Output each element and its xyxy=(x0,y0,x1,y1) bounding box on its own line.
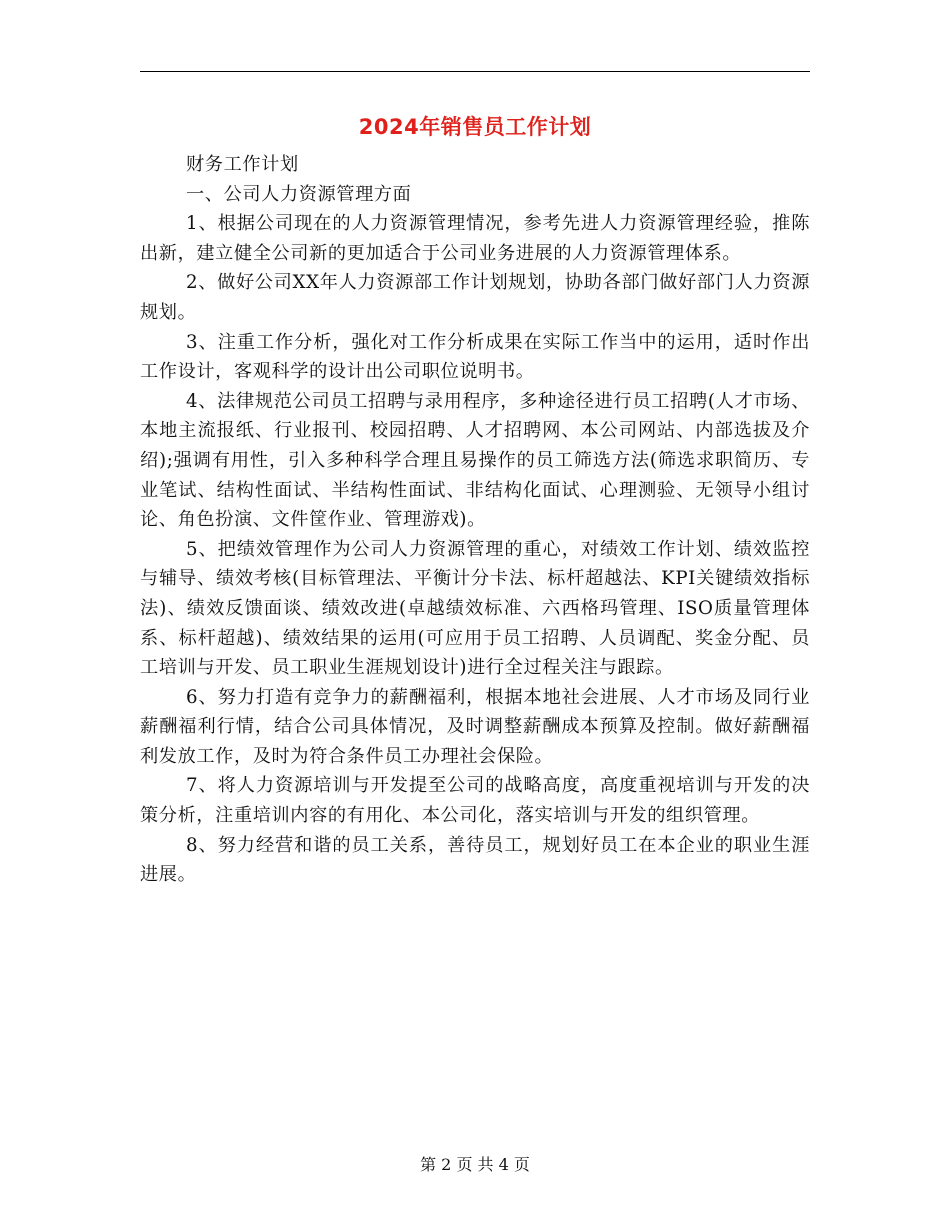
paragraph-item-5: 5、把绩效管理作为公司人力资源管理的重心，对绩效工作计划、绩效监控与辅导、绩效考核(目标管理法、平衡计分卡法、标杆超越法、KPI关键绩效指标法)、绩效反馈面谈、绩效改进(卓越绩效标准、六西格玛管理、ISO质量管理体系、标杆超越)、绩效结果的运用(可应用于员工招聘、人员调配、奖金分配、员工培训与开发、员工职业生涯规划设计)进行全过程关注与跟踪。 xyxy=(140,538,810,679)
page-number-label: 第 2 页 共 4 页 xyxy=(420,1155,530,1174)
section-heading-finance: 财务工作计划 xyxy=(186,154,299,175)
document-body xyxy=(140,150,810,890)
paragraph-item-6: 6、努力打造有竞争力的薪酬福利，根据本地社会进展、人才市场及同行业薪酬福利行情，结合公司具体情况，及时调整薪酬成本预算及控制。做好薪酬福利发放工作，及时为符合条件员工办理社会保险。 xyxy=(140,686,810,767)
section-heading-hr: 一、公司人力资源管理方面 xyxy=(186,183,412,205)
paragraph-item-1: 1、根据公司现在的人力资源管理情况，参考先进人力资源管理经验，推陈出新，建立健全公司新的更加适合于公司业务进展的人力资源管理体系。 xyxy=(140,213,810,264)
paragraph-item-7: 7、将人力资源培训与开发提至公司的战略高度，高度重视培训与开发的决策分析，注重培训内容的有用化、本公司化，落实培训与开发的组织管理。 xyxy=(140,775,810,827)
header-rule xyxy=(140,71,810,72)
paragraph-item-2: 2、做好公司XX年人力资源部工作计划规划，协助各部门做好部门人力资源规划。 xyxy=(140,272,810,323)
paragraph-item-4: 4、法律规范公司员工招聘与录用程序，多种途径进行员工招聘(人才市场、本地主流报纸、行业报刊、校园招聘、人才招聘网、本公司网站、内部选拔及介绍);强调有用性，引入多种科学合理且易操作的员工筛选方法(筛选求职简历、专业笔试、结构性面试、半结构性面试、非结构化面试、心理测验、无领导小组讨论、角色扮演、文件筐作业、管理游戏)。 xyxy=(140,390,810,531)
document-title: 2024年销售员工作计划 xyxy=(358,115,592,139)
page-footer xyxy=(0,1154,950,1176)
paragraph-item-3: 3、注重工作分析，强化对工作分析成果在实际工作当中的运用，适时作出工作设计，客观科学的设计出公司职位说明书。 xyxy=(140,331,810,383)
paragraph-item-8: 8、努力经营和谐的员工关系，善待员工，规划好员工在本企业的职业生涯进展。 xyxy=(140,834,810,886)
